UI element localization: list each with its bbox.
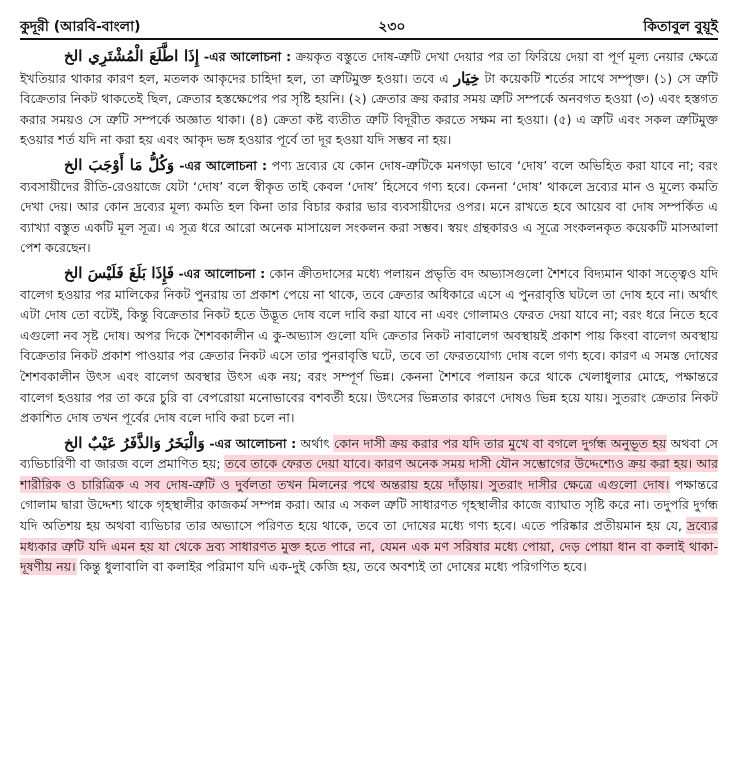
- body-text: পক্ষান্তরে গোলাম দ্বারা উদ্দেশ্য থাকে গৃহস্থালীর কাজকর্ম সম্পন্ন করা। আর এ সকল ত্রুটি সাধারণত গৃহস্থালীর কাজে ব্যাঘাত সৃষ্টি করে না। তদুপরি দুর্গন্ধ যদি অতিশয় হয় অথবা ব্যভিচার তার অভ্যাসে পরিণত হয়ে থাকে, তবে তা দোষের মধ্যে গণ্য হবে। এতে পরিষ্কার প্রতীয়মান হয় যে,: [20, 476, 718, 534]
- paragraph: [20, 263, 718, 429]
- header-chapter-title: কিতাবুল বুয়ূই: [643, 19, 718, 35]
- arabic-heading: وَكُلُّ مَا أَوْجَبَ الخ: [64, 155, 175, 174]
- heading-suffix: -এর আলোচনা :: [174, 157, 268, 173]
- body-text: পণ্য দ্রব্যের যে কোন দোষ-ত্রুটিকে মনগড়া ভাবে ‘দোষ’ বলে অভিহিত করা যাবে না; বরং ব্যবসায়ীদের রীতি-রেওয়াজে যেটা ‘দোষ’ বলে স্বীকৃত তাই কেবল ‘দোষ’ হিসেবে গণ্য হবে। কেননা ‘দোষ’ থাকলে দ্রব্যের মান ও মূল্যে কমতি দেখা দেয়। আর কোন দ্রব্যের মূল্য কমতি হল কিনা তার বিচার করার ভার ব্যবসায়ীদের ওপর। মনে রাখতে হবে আয়েব বা দোষ সম্পর্কিত এ ব্যাখ্যা বস্তুত একটি মূল সূত্র। এ সূত্র ধরে আরো অনেক মাসায়েল সংকলন করা সম্ভব। স্বয়ং গ্রন্থকারও এ সূত্রে সংকলনকৃত কয়েকটি মাসআলা পেশ করেছেন।: [20, 157, 718, 256]
- body-text: অথবা সে ব্যভিচারিণী বা জারজ বলে প্রমাণিত হয়;: [20, 435, 718, 472]
- paragraph: [20, 433, 718, 578]
- paragraph: [20, 46, 718, 151]
- page-header: [20, 6, 718, 34]
- body-text: কোন ক্রীতদাসের মধ্যে পলায়ন প্রভৃতি বদ অভ্যাসগুলো শৈশবে বিদ্যমান থাকা সত্ত্বেও যদি বালেগ হওয়ার পর মালিকের নিকট পুনরায় তা প্রকাশ পেয়ে না থাকে, তবে ক্রেতার অধিকারে এসে এ পুনরাবৃত্তি ঘটলে তা দোষ হবে না। অর্থাৎ এটা দোষ তো বটেই, কিন্তু বিক্রেতার নিকট হতে উদ্ভূত দোষ বলে দাবি করা যাবে না এবং গোলামও ফেরত দেয়া যাবে না; বরং ধরে নিতে হবে এগুলো নব সৃষ্ট দোষ। অপর দিকে শৈশবকালীন এ কু-অভ্যাস গুলো যদি ক্রেতার নিকট নাবালেগ অবস্থায়ই প্রকাশ পায় কিংবা বালেগ অবস্থায় বিক্রেতার নিকট প্রকাশ পাওয়ার পর ক্রেতার নিকট এসে তার পুনরাবৃত্তি ঘটে, তবে তা ফেরতযোগ্য দোষ বলে গণ্য হবে। কারণ এ সমস্ত দোষের শৈশবকালীন উৎস এবং বালেগ অবস্থার উৎস এক নয়; বরং সম্পূর্ণ ভিন্ন। কেননা শৈশবে পলায়ন করে থাকে খেলাধুলার মোহে, পক্ষান্তরে বালেগ হওয়ার পর তা করে চুরি বা বেপরোয়া মনোভাবের বশবর্তী হয়ে। উৎসের ভিন্নতার কারণে দোষও ভিন্ন হয়ে যায়। সুতরাং ক্রেতার নিকট প্রকাশিত দোষ তখন পূর্বের দোষ বলে দাবি করা চলে না।: [20, 265, 718, 426]
- page-number: ২৩০: [378, 19, 406, 35]
- heading-suffix: -এর আলোচনা :: [204, 435, 297, 451]
- heading-suffix: -এর আলোচনা :: [199, 49, 292, 64]
- arabic-heading: وَالْبَخَرُ وَالذَّفَرُ عَيْبٌ الخ: [64, 433, 205, 452]
- highlighted-text: তবে তাকে ফেরত দেয়া যাবে। কারণ অনেক সময় দাসী যৌন সম্ভোগের উদ্দেশ্যেও ক্রয় করা হয়। আর শারীরিক ও চারিত্রিক এ সব দোষ-ত্রুটি ও দুর্বলতা তখন মিলনের পথে অন্তরায় হয়ে দাঁড়ায়। সুতরাং দাসীর ক্ষেত্রে এগুলো দোষ।: [20, 456, 718, 492]
- header-book-title: কুদূরী (আরবি-বাংলা): [20, 19, 141, 35]
- highlighted-text: কোন দাসী ক্রয় করার পর যদি তার মুখে বা বগলে দুর্গন্ধ অনুভূত হয়: [334, 435, 667, 451]
- body-text: অর্থাৎ: [296, 435, 335, 451]
- body-text: কিন্তু ধুলাবালি বা কলাইর পরিমাণ যদি এক-দুই কেজি হয়, তবে অবশ্যই তা দোষের মধ্যে পরিগণিত হবে।: [75, 559, 587, 575]
- body-text: টা কয়েকটি শর্তের সাথে সম্পৃক্ত। (১) সে ত্রুটি বিক্রেতার নিকট থাকতেই ছিল, ক্রেতার হস্তক্ষেপের পর সৃষ্টি হয়নি। (২) ক্রেতার ক্রয় করার সময় ত্রুটি সম্পর্কে অনবগত হওয়া (৩) এবং হস্তগত করার সময়ও সে ত্রুটি সম্পর্কে অজ্ঞাত থাকা। (৪) ক্রেতা কষ্ট ব্যতীত ত্রুটি বিদূরীত করতে সক্ষম না হওয়া। (৫) এ ত্রুটি এবং সকল ত্রুটিমুক্ত হওয়ার শর্ত যদি না করা হয় এবং আকৃদ ভঙ্গ হওয়ার পূর্বে তা দূর হওয়া যদি সম্ভব না হয়।: [20, 70, 718, 148]
- body-text: ক্রয়কৃত বস্তুতে দোষ-ত্রুটি দেখা দেয়ার পর তা ফিরিয়ে দেয়া বা পূর্ণ মূল্য নেয়ার ক্ষেত্রে ইখতিয়ার থাকার কারণ হল, মতলক আকৃদের চাহিদা হল, তা ত্রুটিমুক্ত হওয়া। তবে এ: [20, 49, 718, 86]
- arabic-heading: إِذَا اطَّلَعَ الْمُشْتَرِي الخ: [64, 47, 200, 65]
- heading-suffix: -এর আলোচনা :: [174, 265, 266, 281]
- arabic-heading: فَإِذَا بَلَغَ فَلَيْسَ الخ: [64, 263, 175, 282]
- arabic-term: خِيَار: [453, 68, 480, 87]
- highlighted-text: দ্রব্যের মধ্যকার ত্রুটি যদি এমন হয় যা থেকে দ্রব্য সাধারণত মুক্ত হতে পারে না, যেমন এক মণ সরিষার মধ্যে পোয়া, দেড় পোয়া ধান বা কলাই থাকা- দূষণীয় নয়।: [20, 518, 718, 575]
- page-body: [20, 46, 718, 578]
- paragraph: [20, 155, 718, 259]
- header-divider: [20, 38, 718, 40]
